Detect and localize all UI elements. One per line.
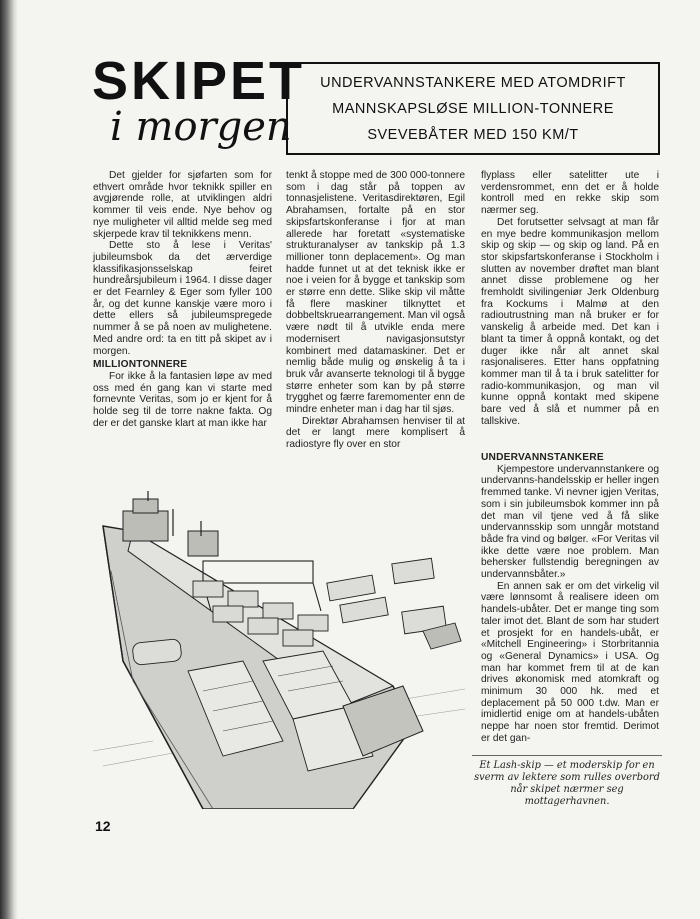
article-subtitle: i morgen [110, 104, 292, 150]
paragraph: flyplass eller satelitter ute i verdensrommet, enn det er å holde kontroll med en rekke skip som nærmer seg. [481, 170, 659, 217]
lash-ship-illustration [93, 491, 465, 809]
headline-1: UNDERVANNSTANKERE MED ATOMDRIFT [320, 74, 626, 91]
section-heading: UNDERVANNSTANKERE [481, 452, 604, 463]
paragraph: En annen sak er om det virkelig vil være lønnsomt å realisere ideen om handels-ubåter. Det er mange ting som taler imot det. Blant de som har studert et prosjekt for en handels-ubåt, er «Mitchell Engineering» i Storbritannia og «General Dynamics» i USA. Og man har kommet frem til at de kan drives økonomisk med atomkraft og minimum 30 000 hk. med et deplacement på 50 000 t.dw. Man er imidlertid enige om at handels-ubåten neppe har noen stor fremtid. Derimot er det gan- [481, 580, 659, 744]
text-column-2 [286, 170, 465, 451]
paragraph: For ikke å la fantasien løpe av med oss med én gang kan vi starte med fornevnte Veritas, som jo er kjent for å holde seg til de torre nakne fakta. Og der er det ganske klart at man ikke har [93, 370, 272, 429]
text-column-4 [481, 450, 659, 745]
article-title: SKIPET [92, 51, 306, 111]
paragraph: Dette sto å lese i Veritas' jubileumsbok da det ærverdige klassifikasjonsselskap feiret hundreårsjubileum i 1964. I disse dager er det Fearnley & Eger som fyller 100 år, og det kunne kanskje være moro i dette ellers så jubileumspregede nummer å se på noen av mulighetene. Med andre ord: ta en titt på skipet av i morgen. [93, 240, 272, 357]
headline-2: MANNSKAPSLØSE MILLION-TONNERE [332, 100, 614, 117]
section-heading: MILLIONTONNERE [93, 359, 188, 371]
paragraph: tenkt å stoppe med de 300 000-tonnere som i dag står på toppen av tonnasjelistene. Veritasdirektøren, Egil Abrahamsen, fortalte på en stor skipsfartskonferanse i fjor at man allerede har foretatt «systematiske strukturanalyser av tankskip på 1.3 millioner tonn deplacement». Og man hadde funnet ut at det teknisk ikke er noe i veien for å bygge et tankskip som er større enn dette. Slike skip vil måtte få flere maskiner tilknyttet et dobbeltskruearrangement. Man vil også være nødt til å utvikle enda mere modernisert navigasjonsutstyr kombinert med datamaskiner. Det er nemlig både mulig og ønskelig å ta i bruk vår avanserte teknologi til å bygge større enheter som kan by på større trygghet og færre faremomenter enn de mindre enheter man i dag har til sjøs. [286, 170, 465, 416]
headline-3: SVEVEBÅTER MED 150 KM/T [367, 126, 579, 143]
paragraph: Kjempestore undervannstankere og undervanns-handelsskip er heller ingen fremmed tanke. Vi nevner igjen Veritas, som i sin jubileumsbok kommer inn på det man vil tjene ved å få slike undervannsskip som unngår motstand både fra vind og bølger. «For Veritas vil ikke dette være noe problem. Man behersker fullstendig beregningen av undervannsbåter.» [481, 463, 659, 581]
page-number: 12 [95, 818, 111, 834]
paragraph: Det forutsetter selvsagt at man får en mye bedre kommunikasjon mellom skip og skip — og skip og land. På en stor skipsfartskonferanse i Stockholm i slutten av november drøftet man blant annet disse problemene og her fremholdt sivilingeniør Jerk Oldenburg fra Kockums i Malmø at den radioutrustning man nå bruker er for vanskelig å arbeide med. Det kan i blant ta timer å oppnå kontakt, og det duger ikke når alt annet skal rasjonaliseres. Etter hans oppfatning kommer man til å ta i bruk satelitter for radio-kommunikasjon, og man vil kunne oppnå kontakt med skipene bare ved å slå et nummer på en tallskive. [481, 216, 659, 427]
headline-box [286, 62, 660, 155]
paragraph: Det gjelder for sjøfarten som for ethvert område hvor teknikk spiller en avgjørende rolle, at utviklingen aldri kommer til veis ende. Nye behov og nye muligheter vil alltid melde seg med skjerpede krav til teknikkens menn. [93, 170, 272, 240]
caption-rule [472, 755, 662, 756]
page-binding-edge [0, 0, 18, 919]
paragraph: Direktør Abrahamsen henviser til at det er langt mere komplisert å radiostyre fly over en stor [286, 415, 465, 451]
figure-caption: Et Lash-skip — et moderskip for en sverm av lektere som rulles overbord når skipet nærmer seg mottagerhavnen. [474, 760, 660, 807]
text-column-1 [93, 170, 272, 429]
text-column-3 [481, 170, 659, 427]
